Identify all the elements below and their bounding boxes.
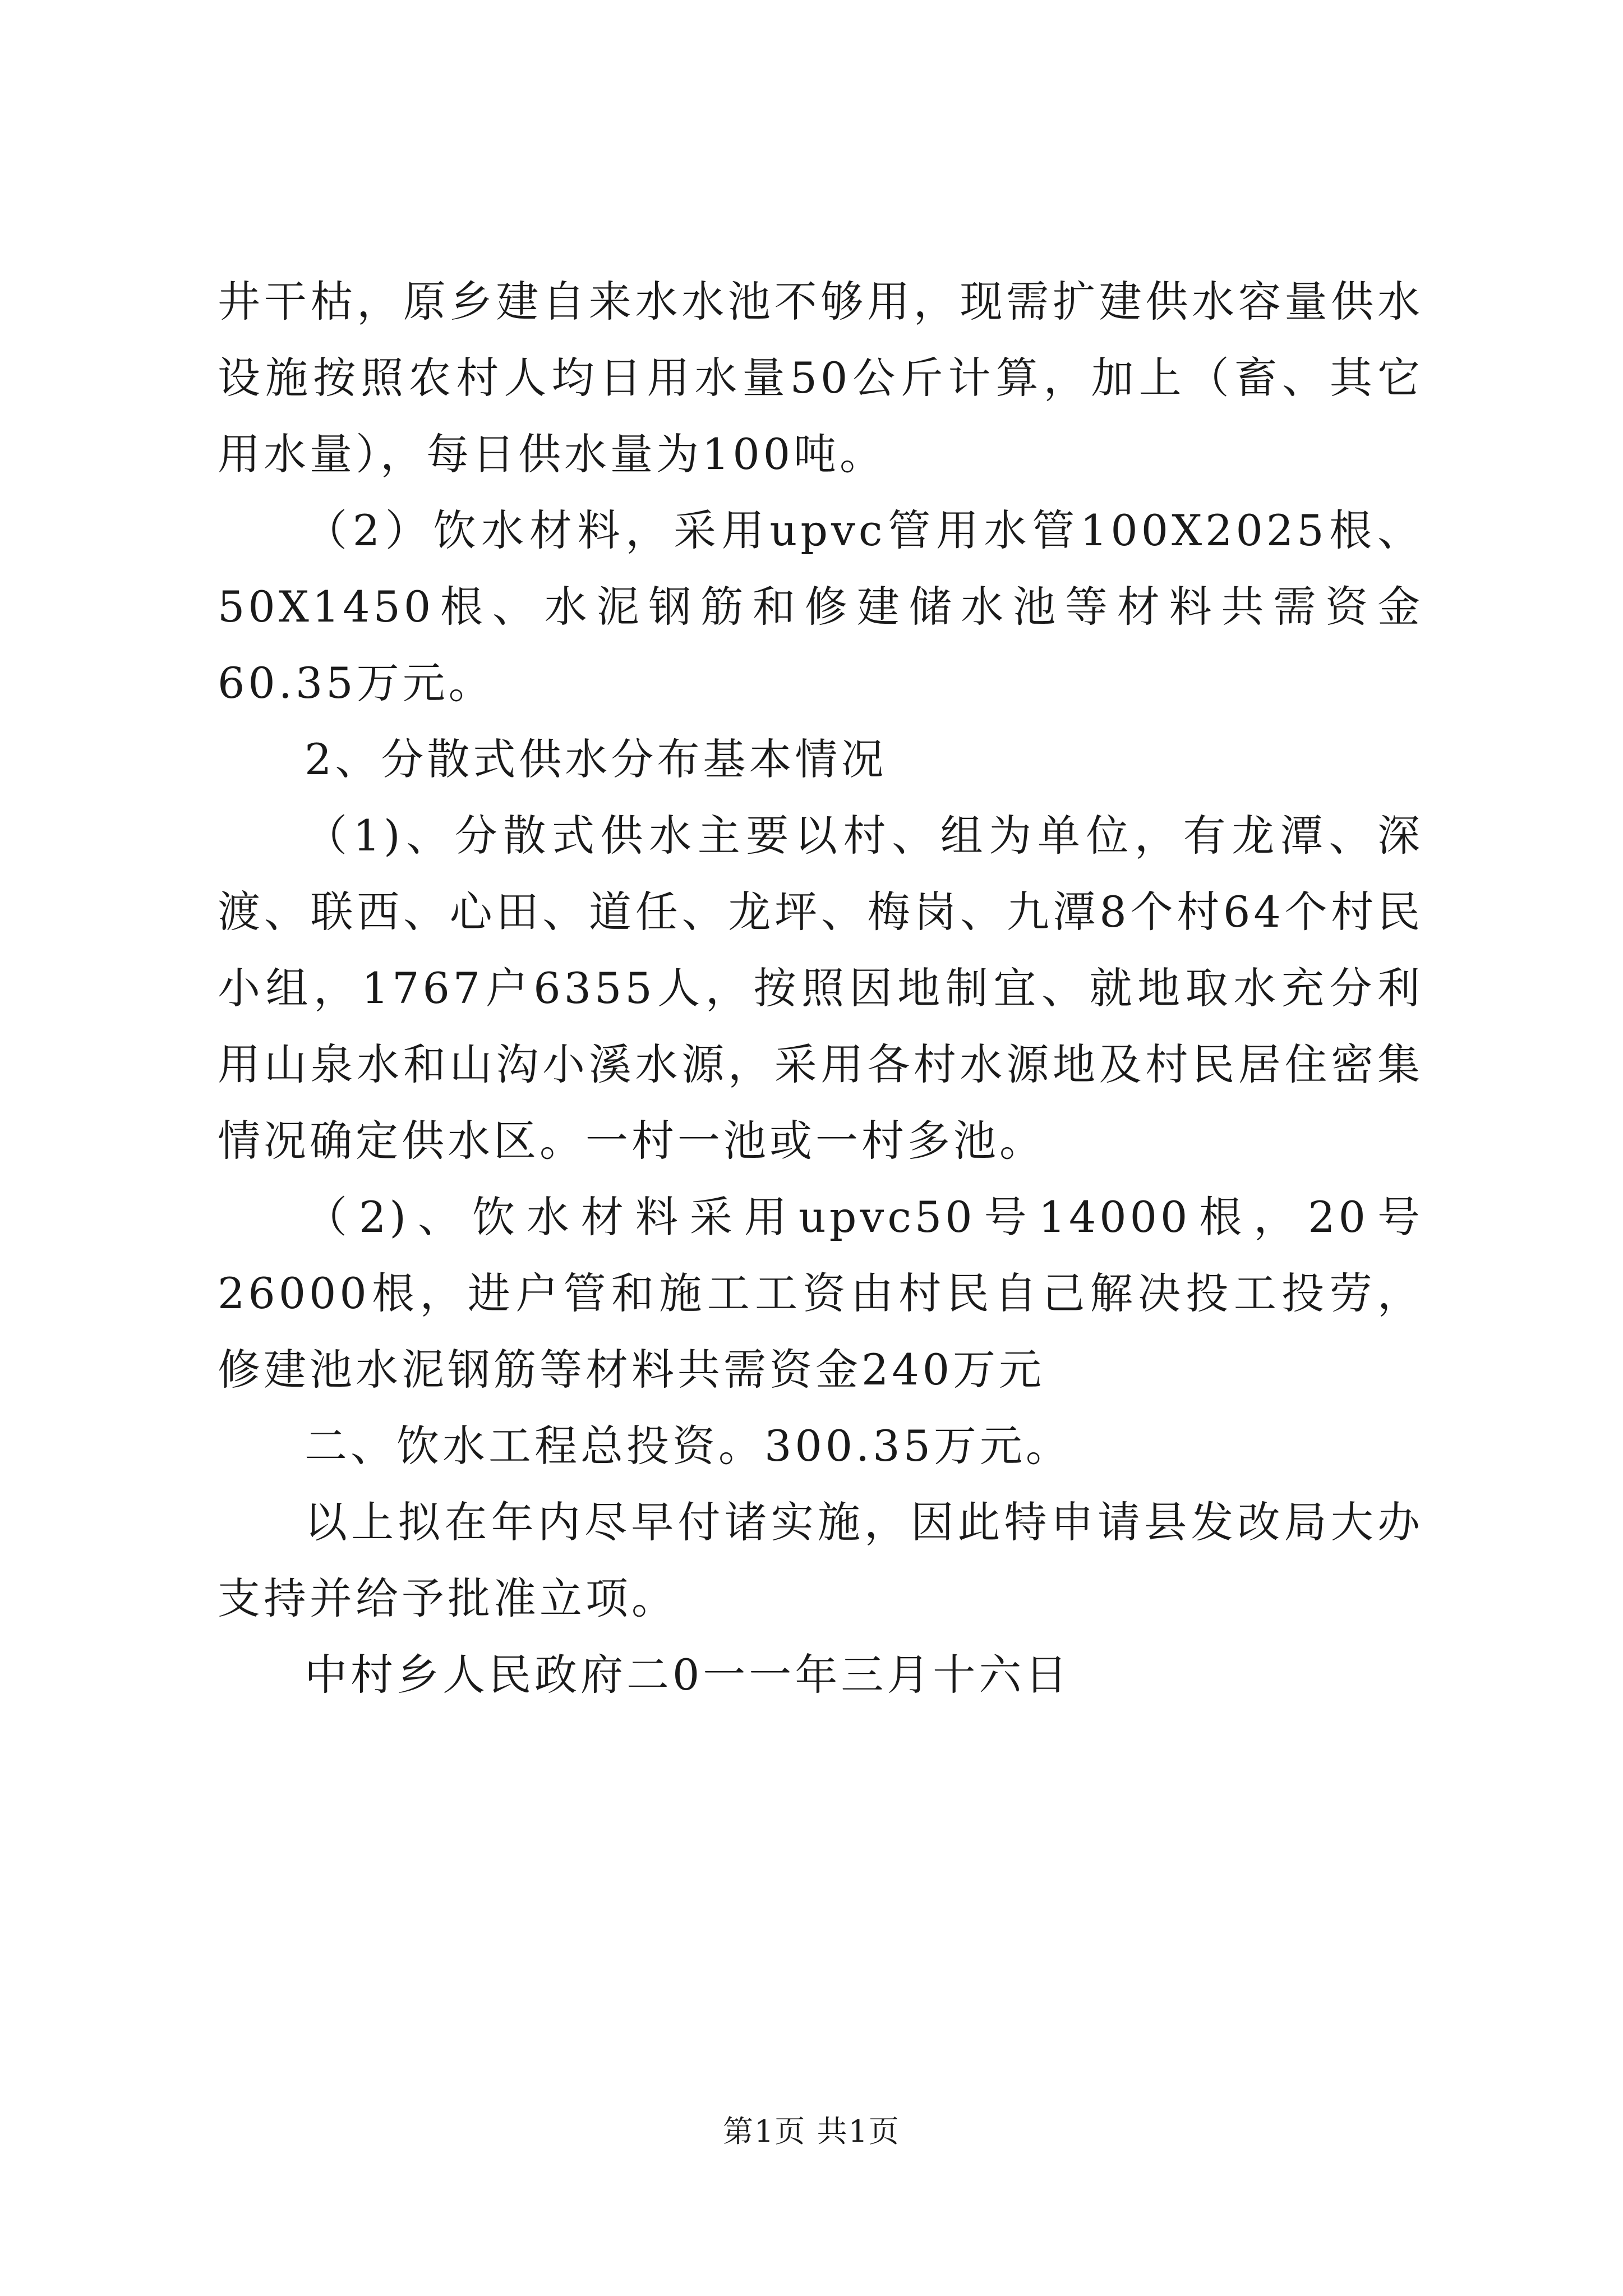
paragraph-total-investment: 二、饮水工程总投资。300.35万元。	[305, 1421, 1072, 1471]
page-number-footer: 第1页 共1页	[723, 2114, 900, 2149]
signature-date: 中村乡人民政府二0一一年三月十六日	[305, 1650, 1071, 1700]
document-body	[218, 264, 1423, 1713]
paragraph-water-capacity: 井干枯，原乡建自来水水池不够用，现需扩建供水容量供水设施按照农村人均日用水量50公斤计算，加上（畜、其它用水量），每日供水量为100吨。	[218, 277, 1423, 479]
paragraph-request: 以上拟在年内尽早付诸实施，因此特申请县发改局大办支持并给予批准立项。	[218, 1497, 1423, 1623]
section-heading-dispersed-supply: 2、分散式供水分布基本情况	[305, 734, 887, 784]
paragraph-dispersed-overview: （1)、分散式供水主要以村、组为单位，有龙潭、深渡、联西、心田、道任、龙坪、梅岗、九潭8个村64个村民小组，1767户6355人，按照因地制宜、就地取水充分利用山泉水和山沟小溪水源，采用各村水源地及村民居住密集情况确定供水区。一村一池或一村多池。	[218, 811, 1423, 1166]
paragraph-central-materials: （2）饮水材料，采用upvc管用水管100X2025根、50X1450根、水泥钢筋和修建储水池等材料共需资金60.35万元。	[218, 505, 1423, 708]
paragraph-dispersed-materials: （2)、饮水材料采用upvc50号14000根，20号26000根，进户管和施工工资由村民自己解决投工投劳，修建池水泥钢筋等材料共需资金240万元	[218, 1192, 1423, 1395]
